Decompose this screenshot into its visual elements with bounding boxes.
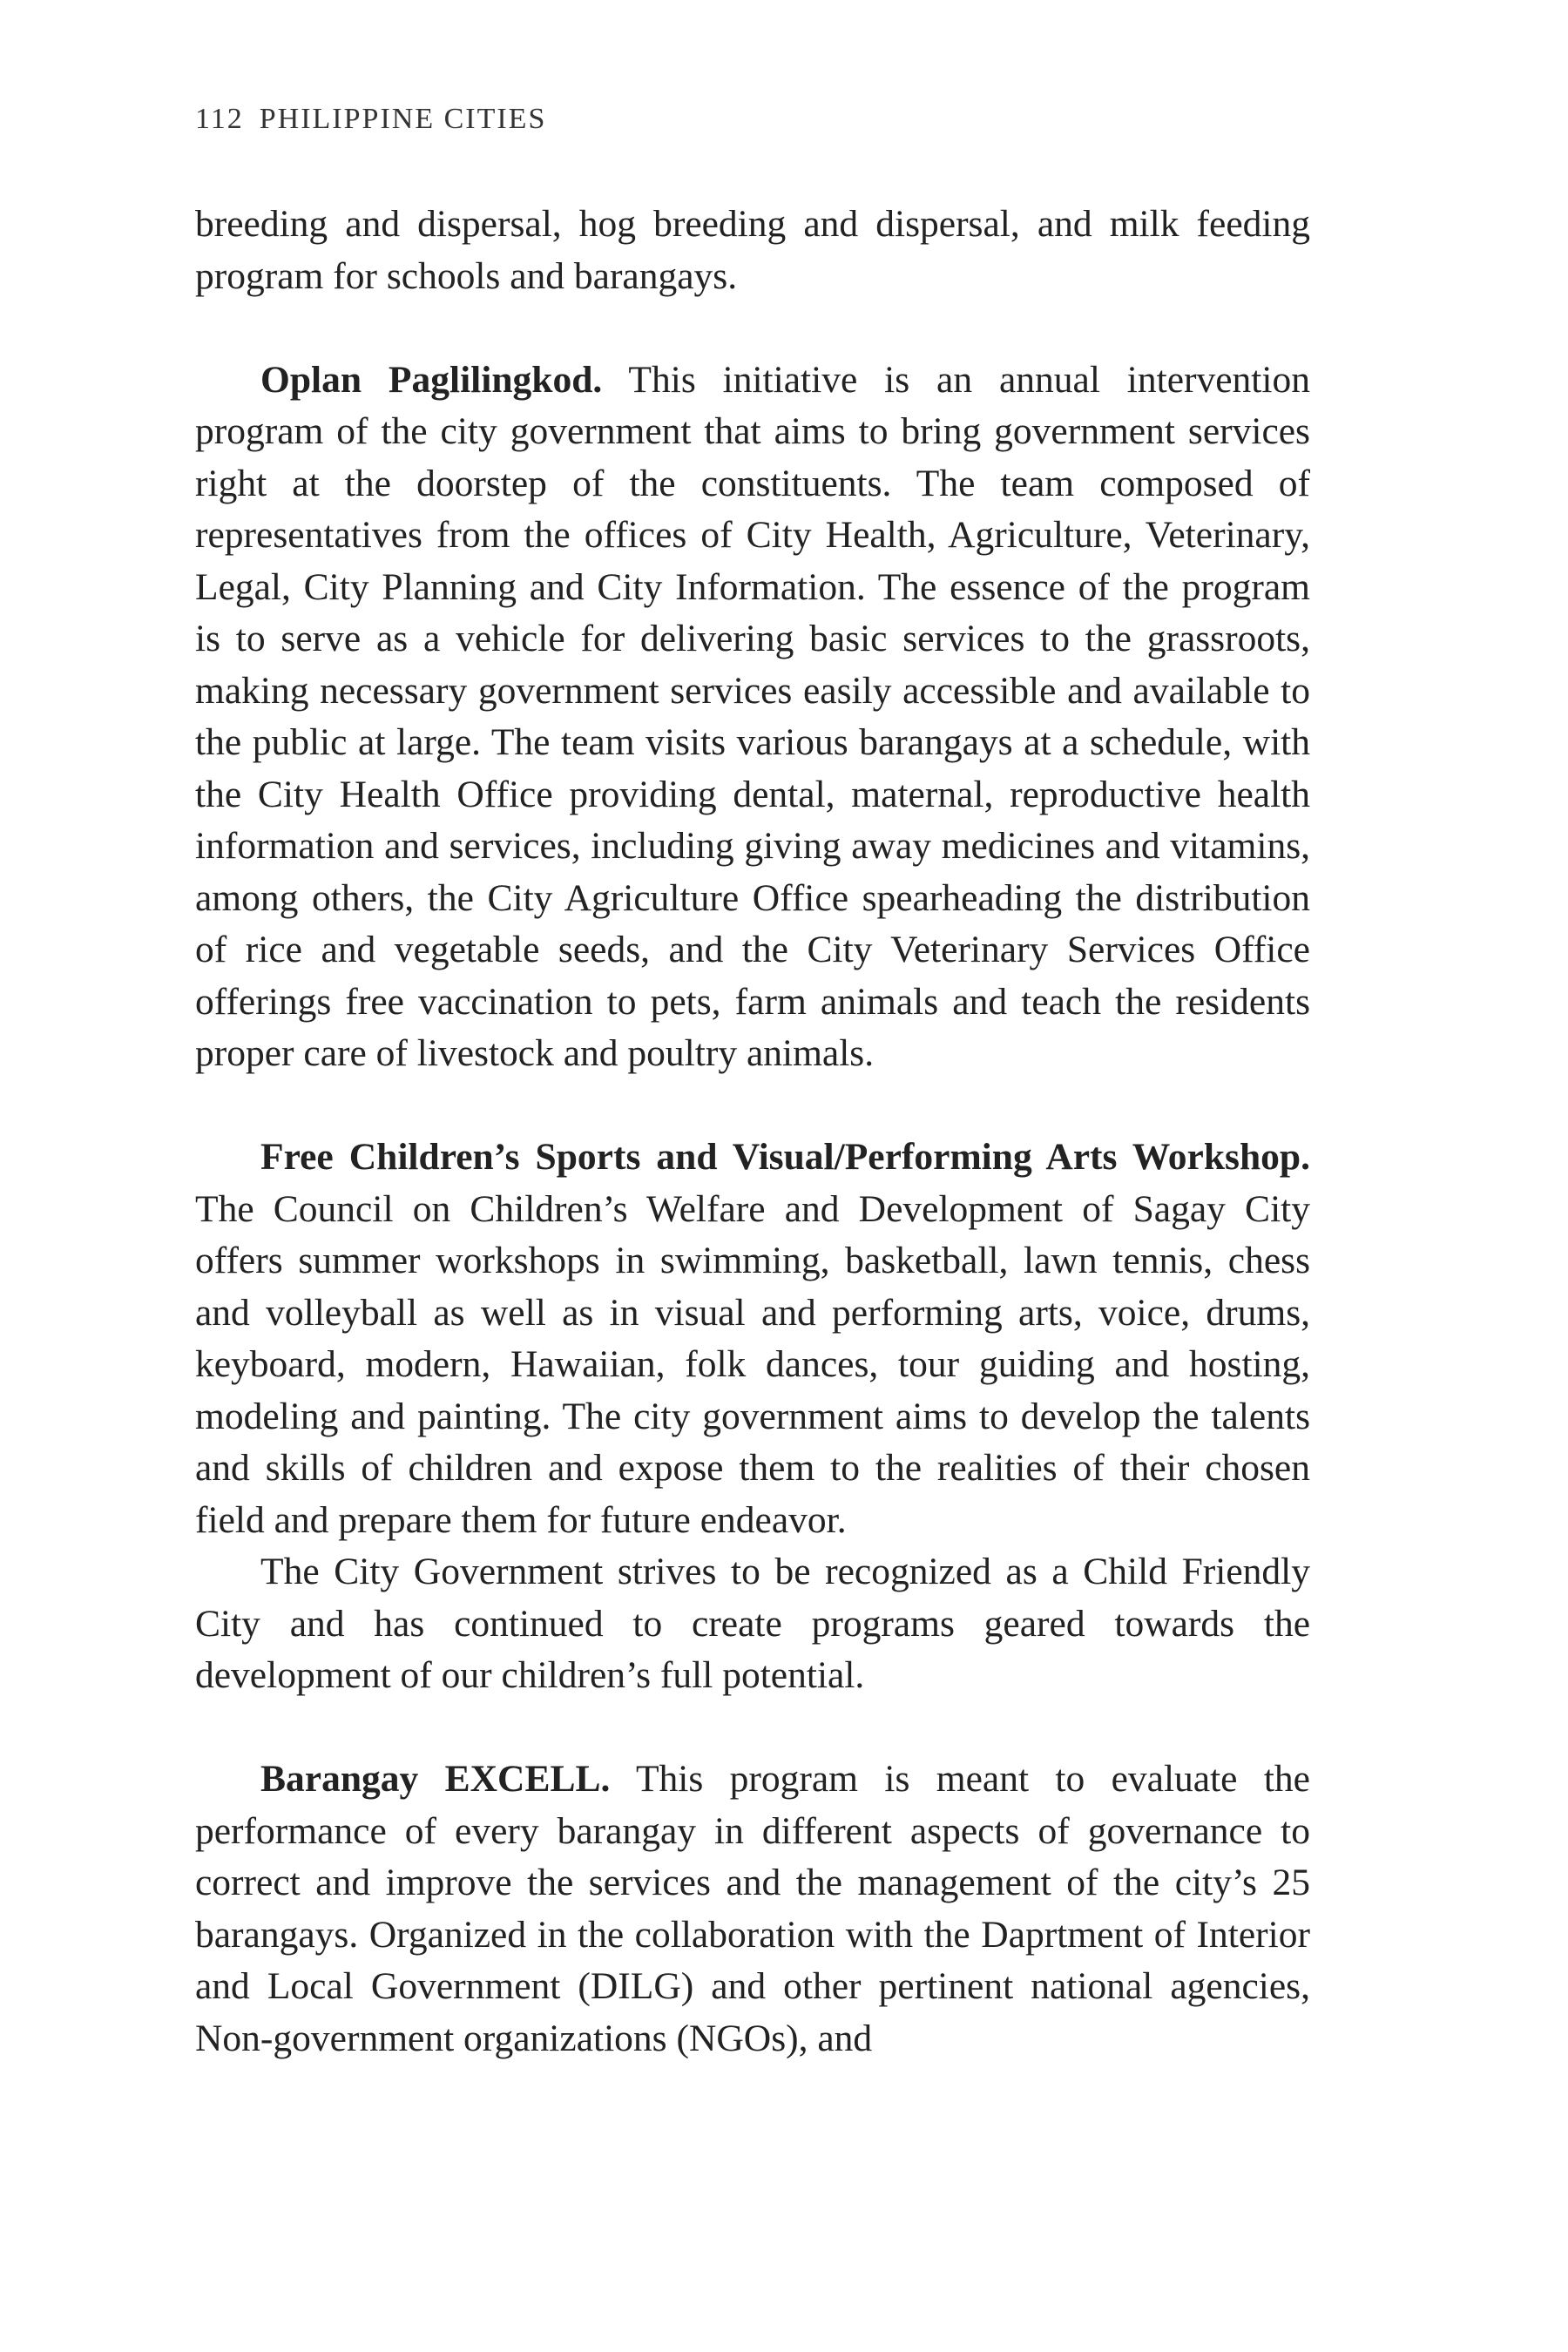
body-text xyxy=(195,199,1310,2065)
paragraph-text: The Council on Children’s Welfare and Development of Sagay City offers summer workshops in swimming, basketball, lawn tennis, chess and volleyball as well as in visual and performing arts, voice, drums, keyboard, modern, Hawaiian, folk dances, tour guiding and hosting, modeling and painting. The city government aims to develop the talents and skills of children and expose them to the realities of their chosen field and prepare them for future endeavor. xyxy=(195,1187,1310,1541)
paragraph-child-friendly-city xyxy=(195,1546,1310,1702)
paragraph-text: breeding and dispersal, hog breeding and dispersal, and milk feeding program for schools and barangays. xyxy=(195,203,1310,297)
paragraph-continuation xyxy=(195,199,1310,302)
paragraph-text: The City Government strives to be recognized as a Child Friendly City and has continued to create programs geared towards the development of our children’s full potential. xyxy=(195,1551,1310,1696)
paragraph-oplan-paglilingkod xyxy=(195,355,1310,1080)
paragraph-barangay-excell xyxy=(195,1754,1310,2065)
paragraph-heading: Oplan Paglilingkod. xyxy=(260,358,603,401)
page-number: 112 xyxy=(195,103,244,135)
running-head xyxy=(195,103,546,136)
paragraph-heading: Free Children’s Sports and Visual/Performing Arts Workshop. xyxy=(260,1136,1310,1178)
paragraph-text: This initiative is an annual intervention program of the city government that aims to bring government services right at the doorstep of the constituents. The team composed of representatives from the offices of City Health, Agriculture, Veterinary, Legal, City Planning and City Information. The essence of the program is to serve as a vehicle for delivering basic services to the grassroots, making necessary government services easily accessible and available to the public at large. The team visits various barangays at a schedule, with the City Health Office providing dental, maternal, reproductive health information and services, including giving away medicines and vitamins, among others, the City Agriculture Office spearheading the distribution of rice and vegetable seeds, and the City Veterinary Services Office offerings free vaccination to pets, farm animals and teach the residents proper care of livestock and poultry animals. xyxy=(195,358,1310,1074)
paragraph-text: This program is meant to evaluate the performance of every barangay in different aspects of governance to correct and improve the services and the management of the city’s 25 barangays. Organized in the collaboration with the Daprtment of Interior and Local Government (DILG) and other pertinent national agencies, Non-government organizations (NGOs), and xyxy=(195,1758,1310,2059)
paragraph-heading: Barangay EXCELL. xyxy=(260,1758,611,1800)
running-title: PHILIPPINE CITIES xyxy=(259,103,547,135)
paragraph-childrens-workshop xyxy=(195,1132,1310,1546)
